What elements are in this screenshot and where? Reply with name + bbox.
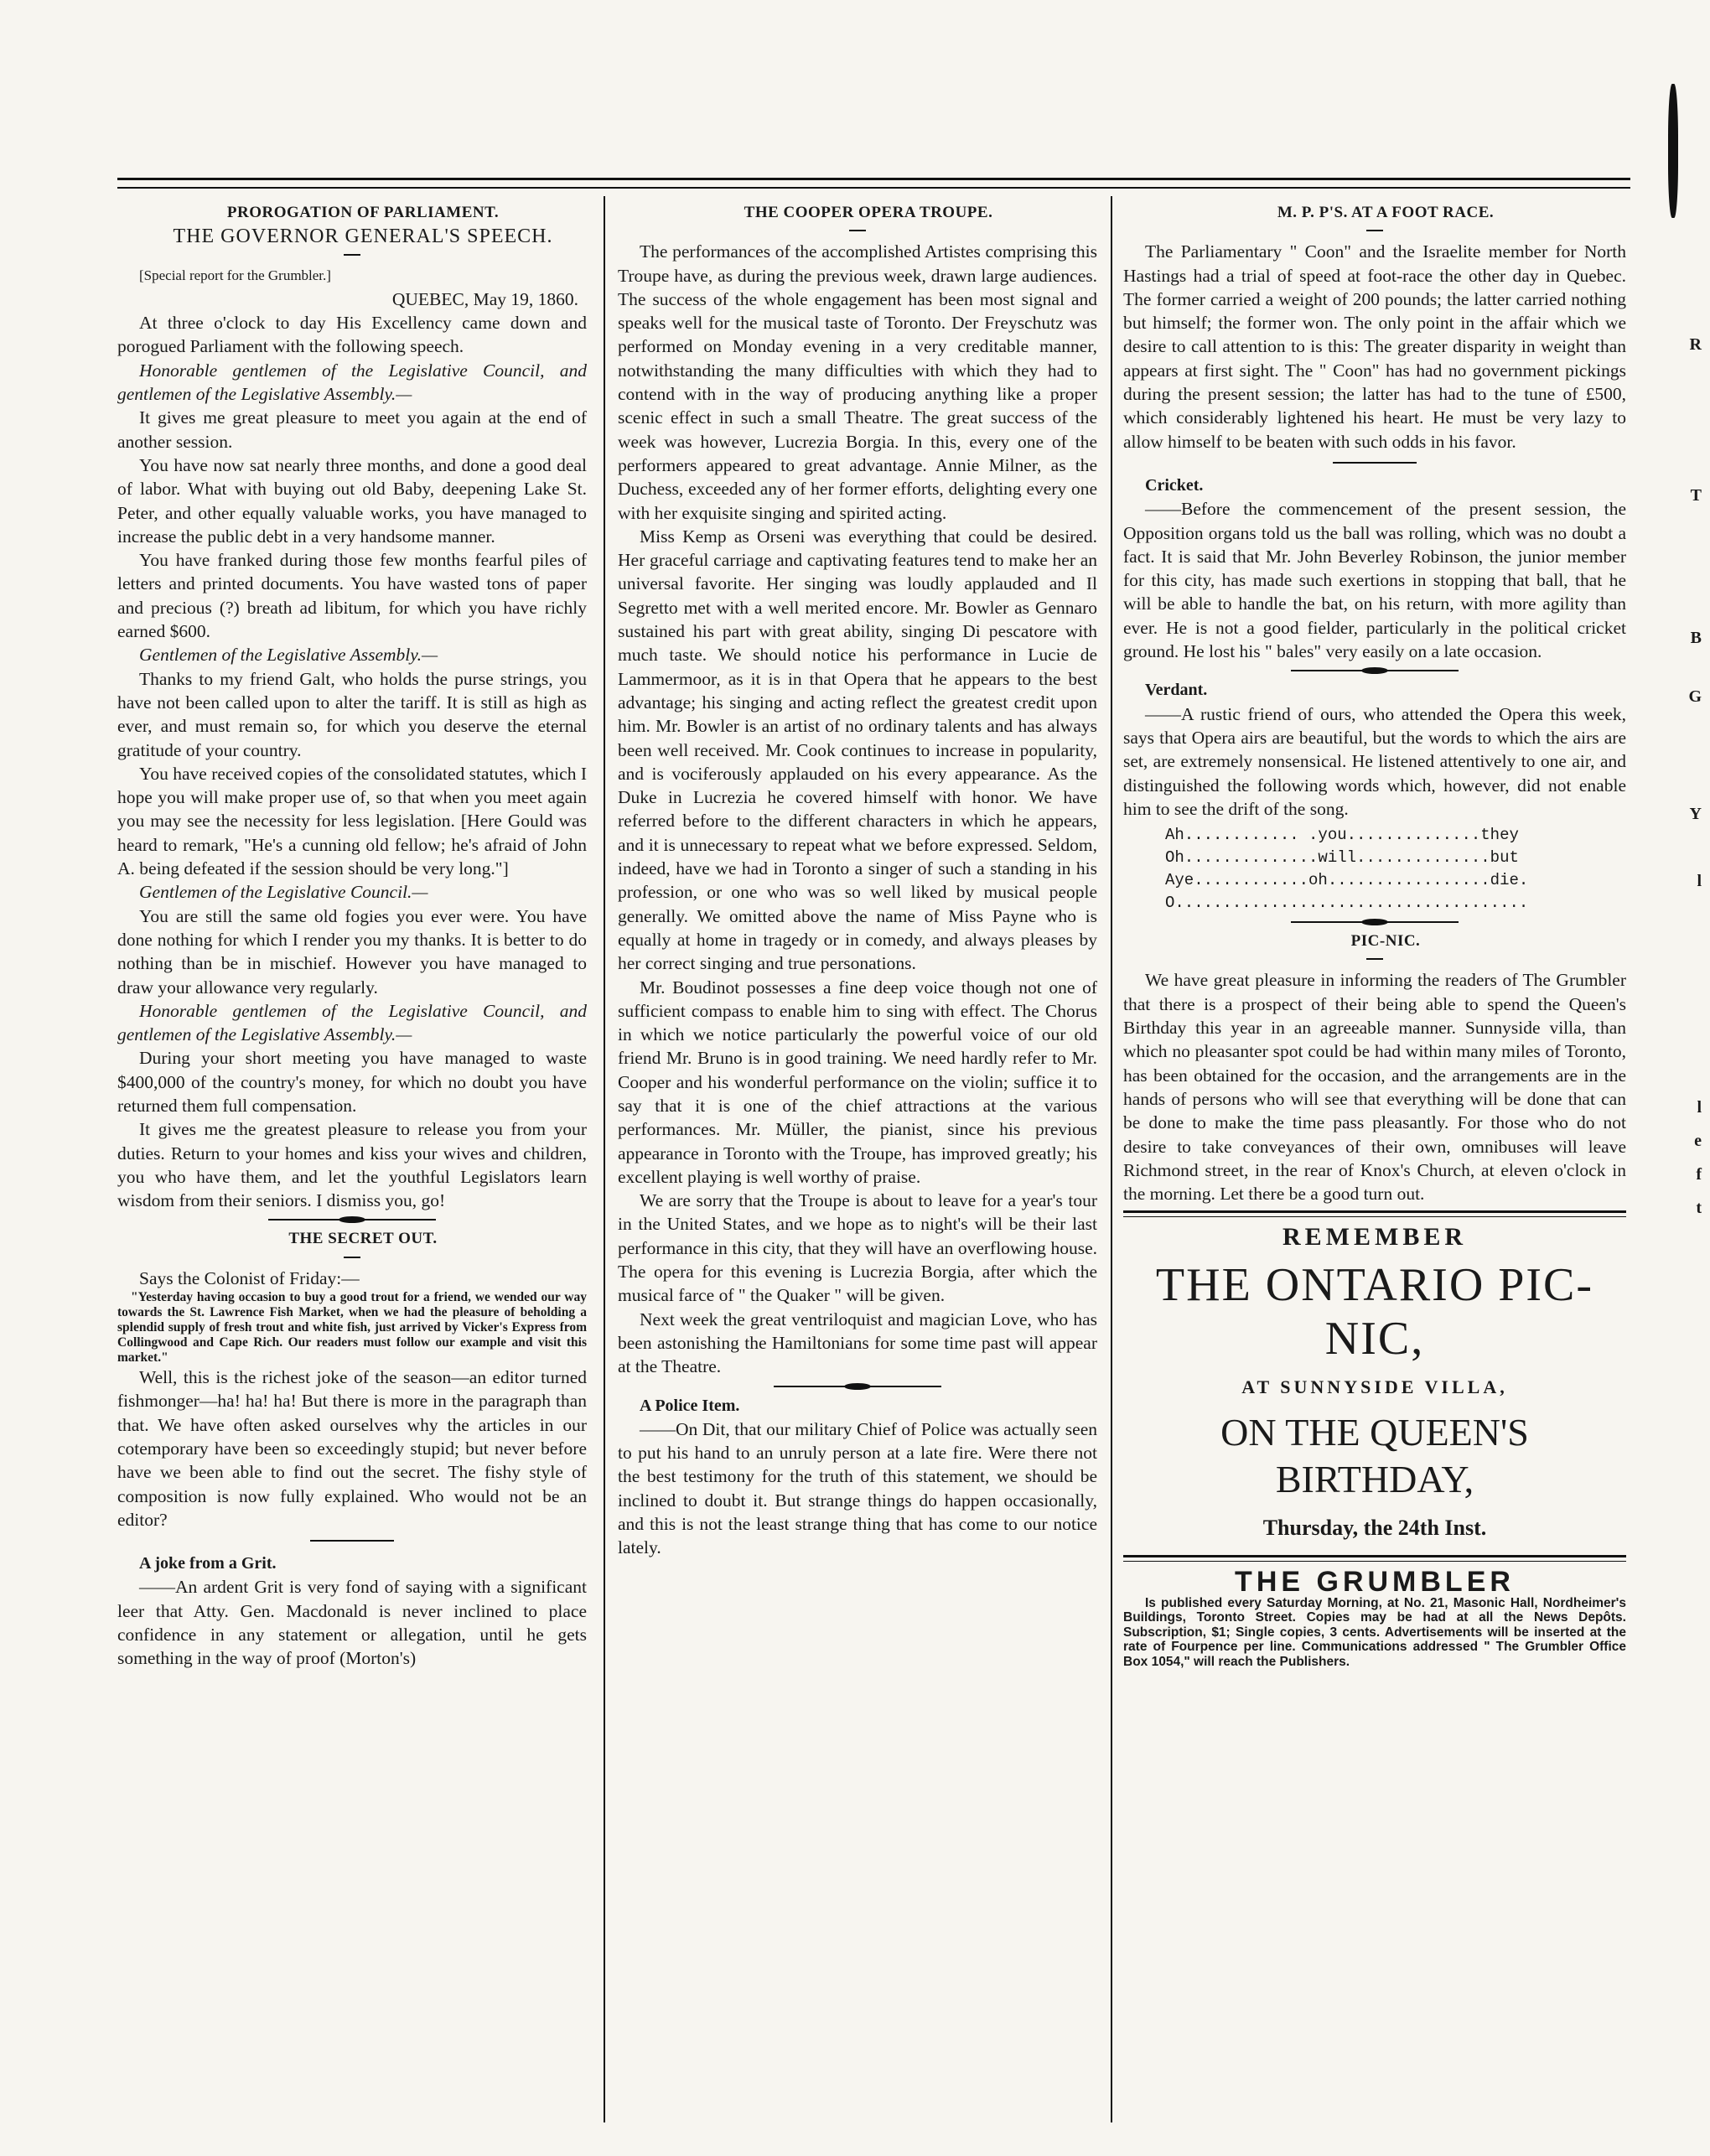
- ornamental-rule: [1291, 670, 1459, 671]
- special-report-note: [Special report for the Grumbler.]: [139, 267, 331, 283]
- paragraph: Honorable gentlemen of the Legislative Council, and gentlemen of the Legislative Assembly.—: [117, 360, 587, 405]
- edge-letter: T: [1690, 486, 1702, 505]
- paragraph: We are sorry that the Troupe is about to leave for a year's tour in the United States, and we hope as to night's will be their last performance in this city, that they will have an overflowing house. The opera for this evening is Lucrezia Borgia, after which the musical farce of " the Quaker " will be given.: [618, 1190, 1097, 1306]
- article-heading-opera: THE COOPER OPERA TROUPE.: [744, 204, 993, 221]
- ad-rule: [1123, 1210, 1626, 1217]
- paragraph: Gentlemen of the Legislative Council.—: [139, 882, 428, 903]
- paragraph: Honorable gentlemen of the Legislative Council, and gentlemen of the Legislative Assembly.—: [117, 1000, 587, 1045]
- ornamental-rule: [268, 1219, 436, 1221]
- paragraph: Gentlemen of the Legislative Assembly.—: [139, 645, 438, 666]
- song-lines: [1165, 824, 1626, 915]
- paragraph: You have now sat nearly three months, and done a good deal of labor. What with buying out old Baby, deepening Lake St. Peter, and other equally valuable works, you have managed to increase the public debt in a very handsome manner.: [117, 454, 587, 547]
- paragraph: You have franked during those few months fearful piles of letters and printed documents. You have wasted tons of paper and precious (?) breath ad libitum, for which you have richly earned $600.: [117, 550, 587, 642]
- short-dash: [344, 1257, 360, 1258]
- column-right: [1123, 201, 1626, 1669]
- edge-letter: G: [1688, 687, 1702, 706]
- masthead-block: [1123, 1566, 1626, 1669]
- paragraph: We have great pleasure in informing the readers of The Grumbler that there is a prospect of their being able to spend the Queen's Birthday this year in an agreeable manner. Sunnyside villa, than which no pleasanter spot could be had within many miles of Toronto, has been obtained for the occasion, and the arrangements are in the hands of persons who will see that everything will be done that can be done to make the time pass pleasantly. For those who do not desire to take conveyances of their own, omnibuses will leave Richmond street, in the rear of Knox's Church, at eleven o'clock in the morning. Let there be a good turn out.: [1123, 970, 1626, 1205]
- edge-letter: e: [1694, 1132, 1702, 1150]
- column-divider-2: [1111, 196, 1112, 2122]
- item-heading-cricket: Cricket.: [1145, 475, 1204, 495]
- song-line: Ah............ .you..............they: [1165, 826, 1519, 845]
- separator-rule: [1333, 462, 1417, 464]
- paragraph: During your short meeting you have managed to waste $400,000 of the country's money, for which no doubt you have returned them full compensation.: [117, 1048, 587, 1116]
- paragraph: You have received copies of the consolidated statutes, which I hope you will make proper use of, so that when you meet again you may see the necessity for less legislation. [Here Gould was heard to remark, "He's a cunning old fellow; he's afraid of John A. being defeated if the session should be very long."]: [117, 763, 587, 879]
- article-subheading-speech: THE GOVERNOR GENERAL'S SPEECH.: [173, 225, 553, 248]
- paragraph: Says the Colonist of Friday:—: [139, 1267, 360, 1288]
- paragraph: ——A rustic friend of ours, who attended the Opera this week, says that Opera airs are beautiful, but the words to which the airs are set, are extremely nonsensical. He listened attentively to one air, and distinguished the following words which, however, did not enable him to see the drift of the song.: [1123, 703, 1626, 819]
- column-left: [117, 201, 587, 1671]
- paragraph: Mr. Boudinot possesses a fine deep voice though not one of sufficient compass to enable him to sing with effect. The Chorus in which we notice particularly the powerful voice of our old friend Mr. Bruno is in good training. We need hardly refer to Mr. Cooper and his wonderful performance on the violin; suffice it to say that it is one of the chief attractions at the various performances. Mr. Müller, the pianist, since his previous appearance in Toronto with the Troupe, has improved greatly; his excellent playing is well worthy of praise.: [618, 977, 1097, 1187]
- edge-letter: R: [1689, 335, 1702, 354]
- paragraph: ——Before the commencement of the present session, the Opposition organs told us the ball was rolling, which was no doubt a fact. It is said that Mr. John Beverley Robinson, the junior member for this city, has made such exertions in stopping that ball, that he will be able to handle the bat, on his return, with more agility than ever. He is not a good fielder, particularly in the political cricket ground. He lost his " bales" very easily on a late occasion.: [1123, 499, 1626, 662]
- quoted-paragraph: "Yesterday having occasion to buy a good trout for a friend, we wended our way towards the St. Lawrence Fish Market, when we had the pleasure of beholding a splendid supply of fresh trout and white fish, just arrived by Vicker's Express from Collingwood and Cape Rich. Our readers must follow our example and visit this market.": [117, 1290, 587, 1366]
- item-heading-police: A Police Item.: [640, 1396, 740, 1415]
- ornamental-rule: [774, 1386, 941, 1387]
- edge-letter: B: [1690, 629, 1702, 647]
- edge-letter: t: [1696, 1199, 1702, 1217]
- adjacent-page-edge: [1645, 50, 1703, 2129]
- ad-remember: REMEMBER: [1282, 1223, 1467, 1252]
- ad-occasion: ON THE QUEEN'S BIRTHDAY,: [1220, 1410, 1529, 1500]
- picnic-advertisement: [1123, 1210, 1626, 1562]
- short-dash: [1366, 958, 1383, 960]
- item-heading-joke: A joke from a Grit.: [139, 1554, 277, 1573]
- edge-letter: l: [1697, 872, 1702, 890]
- song-line: O.....................................: [1165, 894, 1529, 913]
- song-line: Aye............oh.................die.: [1165, 871, 1529, 890]
- article-heading-prorogation: PROROGATION OF PARLIAMENT.: [226, 204, 500, 221]
- paragraph: Well, this is the richest joke of the season—an editor turned fishmonger—ha! ha! ha! But there is more in the paragraph than that. We have often asked ourselves why the articles in our cotemporary have been so exceedingly stupid; but never before have we been able to find out the secret. The fishy style of composition is now fully explained. Who would not be an editor?: [117, 1367, 587, 1530]
- column-middle: [618, 201, 1097, 1560]
- dateline: QUEBEC, May 19, 1860.: [391, 288, 578, 309]
- masthead-name: THE GRUMBLER: [1235, 1566, 1515, 1599]
- short-dash: [344, 254, 360, 256]
- edge-letter: Y: [1689, 805, 1702, 823]
- separator-rule: [310, 1540, 394, 1542]
- paragraph: The performances of the accomplished Artistes comprising this Troupe have, as during the previous week, drawn large audiences. The success of the whole engagement has been most signal and speaks well for the musical taste of Toronto. Der Freyschutz was performed on Monday evening in a very creditable manner, notwithstanding the many difficulties with which they had to contend with in the way of producing anything like a proper scenic effect in such a small Theatre. The great success of the week was however, Lucrezia Borgia. In this, every one of the performers appeared to great advantage. Annie Milner, as the Duchess, exceeded any of her former efforts, delighting every one with her exquisite singing and spirited acting.: [618, 241, 1097, 523]
- article-heading-picnic: PIC-NIC.: [1350, 932, 1421, 951]
- paragraph: ——On Dit, that our military Chief of Police was actually seen to put his hand to an unruly person at a late fire. Were there not the best testimony for the truth of this statement, we should be inclined to doubt it. But strange things do happen occasionally, and this is not the least strange thing that has come to our notice lately.: [618, 1418, 1097, 1558]
- paragraph: Miss Kemp as Orseni was everything that could be desired. Her graceful carriage and captivating features tend to make her an universal favorite. Her singing was loudly applauded and Il Segretto met with a well merited encore. Mr. Bowler as Gennaro sustained his part with great ability, singing Di pescatore with much taste. We should notice his performance in Lucie de Lammermoor, as it is in that Opera that he appears to the best advantage; his singing and acting reflect the greatest credit upon him. Mr. Bowler is an artist of no ordinary talents and has always been well received. Mr. Cook continues to increase in popularity, and is vociferously applauded on his every appearance. As the Duke in Lucrezia he covered himself with honor. We have referred before to the different characters in which he appears, and it is unnecessary to repeat what we before expressed. Seldom, indeed, have we had in Toronto a singer of such a standing in his profession, or one who was so well liked by musical people generally. We omitted above the name of Miss Payne who is equally at home in tragedy or in comedy, and always pleases by her correct singing and true personations.: [618, 526, 1097, 974]
- ad-location: AT SUNNYSIDE VILLA,: [1241, 1376, 1508, 1397]
- top-double-rule: [117, 178, 1630, 189]
- publication-info: Is published every Saturday Morning, at No. 21, Masonic Hall, Nordheimer's Buildings, Toronto Street. Copies may be had at all the News Depôts. Subscription, $1; Single copies, 3 cents. Advertisements will be inserted at the rate of Fourpence per line. Communications addressed " The Grumbler Office Box 1054," will reach the Publishers.: [1123, 1595, 1626, 1669]
- short-dash: [849, 230, 866, 231]
- paragraph: ——An ardent Grit is very fond of saying with a significant leer that Atty. Gen. Macdonald is never inclined to place confidence in any statement or allegation, until he gets something in the way of proof (Morton's): [117, 1577, 587, 1669]
- paragraph: It gives me great pleasure to meet you again at the end of another session.: [117, 407, 587, 452]
- column-divider-1: [604, 196, 605, 2122]
- newspaper-page: [117, 178, 1630, 2131]
- item-heading-verdant: Verdant.: [1145, 681, 1208, 700]
- paragraph: Thanks to my friend Galt, who holds the purse strings, you have not been called upon to alter the tariff. It is still as high as ever, and must remain so, for which you deserve the eternal gratitude of your country.: [117, 668, 587, 760]
- ad-rule: [1123, 1555, 1626, 1562]
- paragraph: Next week the great ventriloquist and magician Love, who has been astonishing the Hamiltonians for some time past will appear at the Theatre.: [618, 1309, 1097, 1377]
- article-heading-foot-race: M. P. P'S. AT A FOOT RACE.: [1277, 204, 1495, 221]
- ornamental-rule: [1291, 921, 1459, 923]
- binding-mark: [1668, 84, 1678, 218]
- short-dash: [1366, 230, 1383, 231]
- song-line: Oh..............will..............but: [1165, 848, 1519, 868]
- article-heading-secret: THE SECRET OUT.: [288, 1230, 438, 1248]
- ad-date: Thursday, the 24th Inst.: [1262, 1515, 1487, 1540]
- paragraph: At three o'clock to day His Excellency came down and porogued Parliament with the following speech.: [117, 313, 587, 357]
- ad-title: THE ONTARIO PIC-NIC,: [1155, 1258, 1594, 1365]
- paragraph: The Parliamentary " Coon" and the Israelite member for North Hastings had a trial of speed at foot-race the other day in Quebec. The former carried a weight of 200 pounds; the latter carried nothing but himself; the former won. The only point in the affair which we desire to call attention to is this: The greater disparity in weight than appears at first sight. The " Coon" has had no government pickings during the present session; the latter has had to the tune of £500, which considerably lightened his heart. He must be very lazy to allow himself to be beaten with such odds in his favor.: [1123, 241, 1626, 452]
- paragraph: You are still the same old fogies you ever were. You have done nothing for which I render you my thanks. It is better to do nothing than be in mischief. However you have managed to draw your allowance very regularly.: [117, 905, 587, 998]
- edge-letter: f: [1696, 1165, 1702, 1184]
- edge-letter: l: [1697, 1098, 1702, 1117]
- paragraph: It gives me the greatest pleasure to release you from your duties. Return to your homes and kiss your wives and children, you who have them, and let the youthful Legislators learn wisdom from their seniors. I dismiss you, go!: [117, 1119, 587, 1211]
